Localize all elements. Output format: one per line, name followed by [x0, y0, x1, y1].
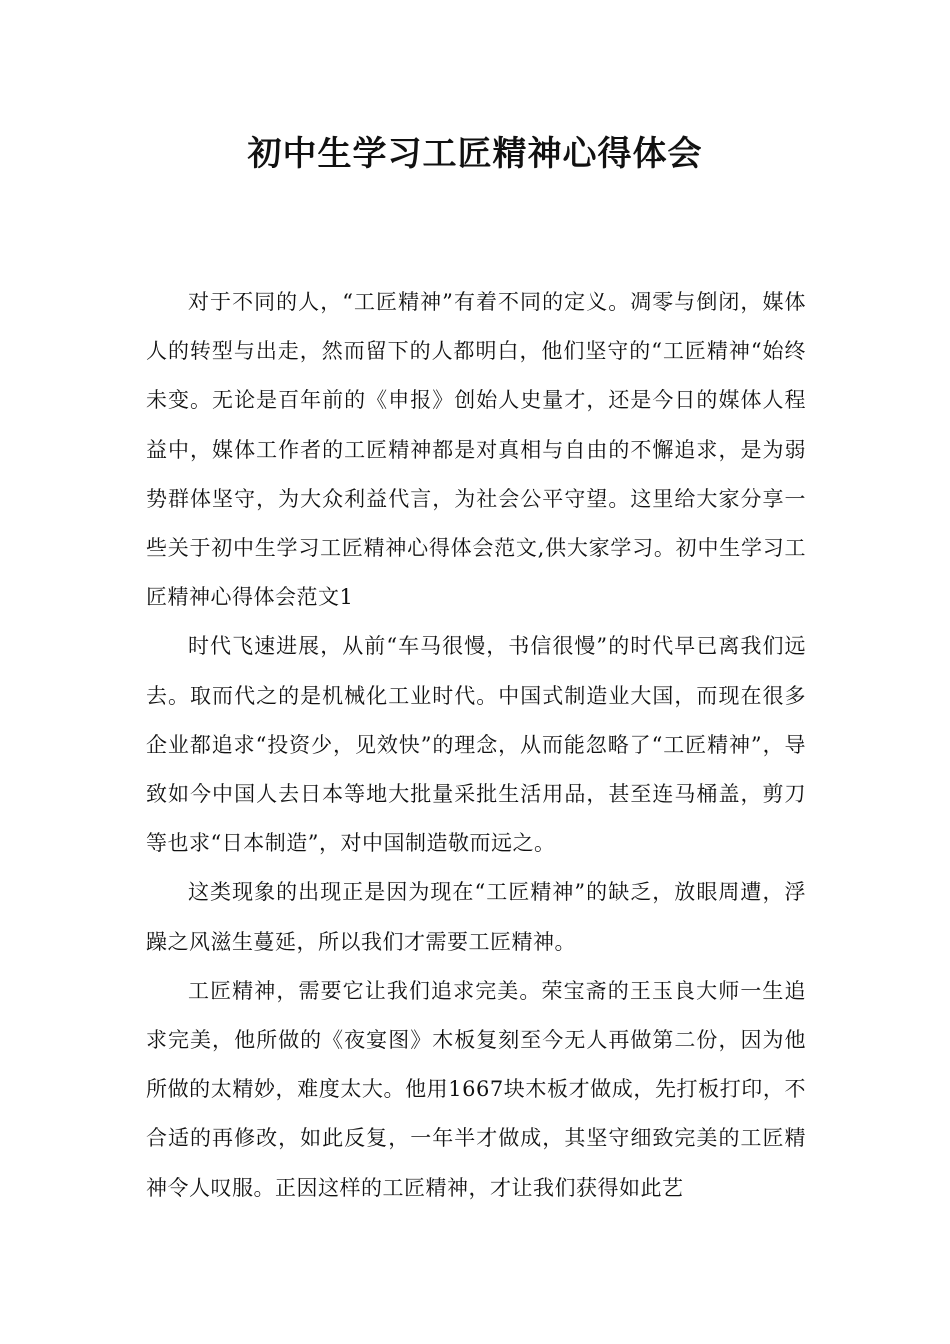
paragraph-3: 这类现象的出现正是因为现在“工匠精神”的缺乏，放眼周遭，浮躁之风滋生蔓延，所以我们才需要工匠精神。	[146, 880, 806, 954]
document-body	[146, 278, 806, 1213]
paragraph-4: 工匠精神，需要它让我们追求完美。荣宝斋的王玉良大师一生追求完美，他所做的《夜宴图》木板复刻至今无人再做第二份，因为他所做的太精妙，难度太大。他用1667块木板才做成，先打板打印，不合适的再修改，如此反复，一年半才做成，其坚守细致完美的工匠精神令人叹服。正因这样的工匠精神，才让我们获得如此艺	[146, 978, 806, 1200]
paragraph-1: 对于不同的人，“工匠精神”有着不同的定义。凋零与倒闭，媒体人的转型与出走，然而留下的人都明白，他们坚守的“工匠精神“始终未变。无论是百年前的《申报》创始人史量才，还是今日的媒体人程益中，媒体工作者的工匠精神都是对真相与自由的不懈追求，是为弱势群体坚守，为大众利益代言，为社会公平守望。这里给大家分享一些关于初中生学习工匠精神心得体会范文,供大家学习。初中生学习工匠精神心得体会范文1	[146, 290, 806, 610]
paragraph-2: 时代飞速进展，从前“车马很慢，书信很慢”的时代早已离我们远去。取而代之的是机械化工业时代。中国式制造业大国，而现在很多企业都追求“投资少，见效快”的理念，从而能忽略了“工匠精神”，导致如今中国人去日本等地大批量采批生活用品，甚至连马桶盖，剪刀等也求“日本制造”，对中国制造敬而远之。	[146, 634, 806, 856]
document-title: 初中生学习工匠精神心得体会	[247, 134, 703, 174]
